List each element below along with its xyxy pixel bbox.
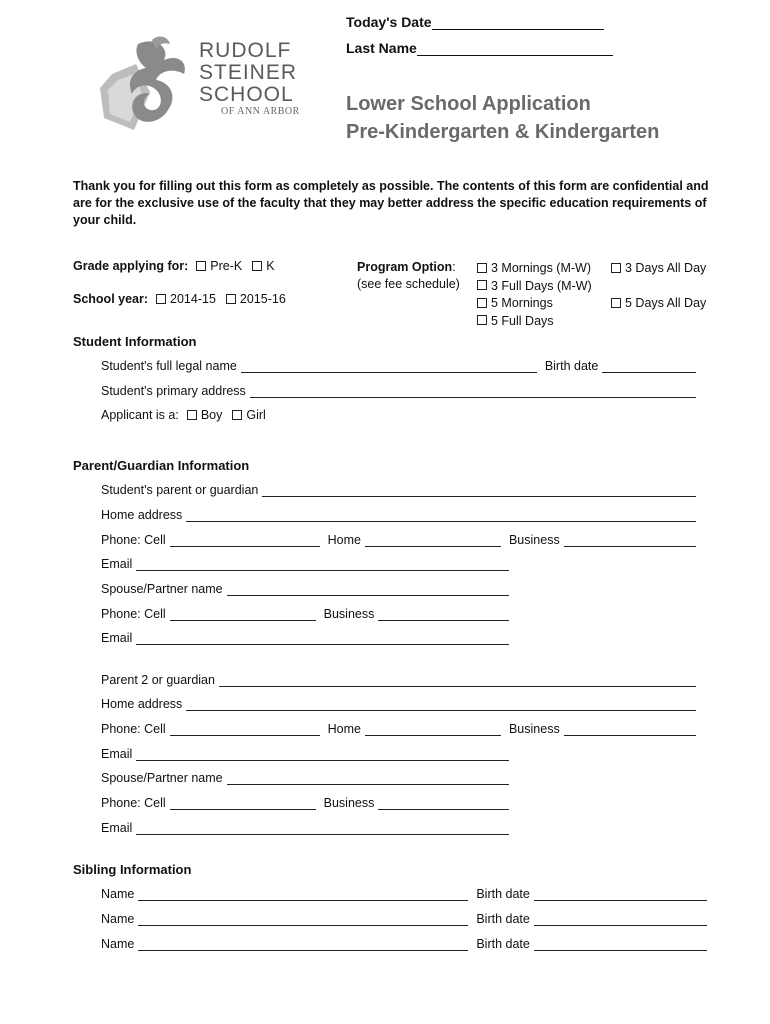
program-label-block: Program Option: (see fee schedule) — [357, 260, 460, 291]
program-note: (see fee schedule) — [357, 277, 460, 291]
parent1-spouse-email-label: Email — [101, 631, 133, 645]
applicant-label: Applicant is a: — [101, 408, 179, 422]
parent1-spouse-cell-input[interactable] — [170, 608, 316, 621]
checkbox-icon — [156, 294, 166, 304]
parent2-email-input[interactable] — [136, 748, 509, 761]
parent2-spouse-cell-input[interactable] — [170, 797, 316, 810]
sibling-name-label: Name — [101, 887, 135, 901]
parent2-email-label: Email — [101, 747, 133, 761]
grade-option-prek[interactable]: Pre-K — [196, 259, 242, 273]
parent1-spouse-input[interactable] — [227, 583, 509, 596]
parent2-spouse-cell-label: Phone: Cell — [101, 796, 166, 810]
parent2-spouse-phone-row — [101, 796, 509, 810]
parent1-phone-cell-label: Phone: Cell — [101, 533, 166, 547]
student-full-name-input[interactable] — [241, 360, 537, 373]
parent1-phone-row — [101, 533, 696, 547]
logo-line-3: SCHOOL — [199, 83, 294, 106]
applicant-option-girl[interactable]: Girl — [232, 408, 265, 422]
program-options-col-2 — [611, 260, 706, 313]
parent1-phone-home-input[interactable] — [365, 534, 501, 547]
sibling-name-label: Name — [101, 937, 135, 951]
grade-label: Grade applying for: — [73, 259, 189, 273]
checkbox-icon — [611, 298, 621, 308]
checkbox-icon — [226, 294, 236, 304]
parent1-spouse-email-row — [101, 631, 509, 645]
parent2-spouse-business-label: Business — [323, 796, 375, 810]
todays-date-field[interactable] — [346, 14, 604, 30]
student-full-name-label: Student's full legal name — [101, 359, 237, 373]
logo-line-4: OF ANN ARBOR — [221, 106, 300, 117]
parent2-guardian-label: Parent 2 or guardian — [101, 673, 215, 687]
student-birth-date-input[interactable] — [602, 360, 696, 373]
parent-info-heading: Parent/Guardian Information — [73, 458, 250, 473]
last-name-label: Last Name — [346, 40, 417, 56]
parent1-guardian-input[interactable] — [262, 484, 696, 497]
sibling-name-input[interactable] — [138, 913, 468, 926]
checkbox-icon — [477, 298, 487, 308]
parent2-phone-row — [101, 722, 696, 736]
student-address-input[interactable] — [250, 385, 696, 398]
parent1-email-row — [101, 557, 509, 571]
parent2-home-address-label: Home address — [101, 697, 183, 711]
title-line-1: Lower School Application — [346, 93, 591, 115]
grade-option-k[interactable]: K — [252, 259, 274, 273]
parent1-spouse-label: Spouse/Partner name — [101, 582, 223, 596]
sibling-birth-date-label: Birth date — [476, 937, 530, 951]
parent1-spouse-business-label: Business — [323, 607, 375, 621]
student-name-row — [101, 359, 696, 373]
applicant-row — [101, 408, 276, 422]
student-birth-date-label: Birth date — [544, 359, 599, 373]
sibling-name-input[interactable] — [138, 888, 468, 901]
parent1-phone-cell-input[interactable] — [170, 534, 320, 547]
todays-date-label: Today's Date — [346, 14, 432, 30]
parent2-phone-cell-input[interactable] — [170, 723, 320, 736]
sibling-birth-date-input[interactable] — [534, 938, 707, 951]
parent2-home-address-input[interactable] — [186, 698, 696, 711]
page-title — [346, 90, 659, 146]
parent2-spouse-label: Spouse/Partner name — [101, 771, 223, 785]
parent2-spouse-business-input[interactable] — [378, 797, 509, 810]
parent2-spouse-email-label: Email — [101, 821, 133, 835]
checkbox-icon — [252, 261, 262, 271]
parent1-spouse-business-input[interactable] — [378, 608, 509, 621]
parent1-spouse-email-input[interactable] — [136, 632, 509, 645]
logo-line-1: RUDOLF — [199, 39, 292, 62]
parent1-home-address-label: Home address — [101, 508, 183, 522]
applicant-option-boy[interactable]: Boy — [187, 408, 223, 422]
parent1-phone-business-input[interactable] — [564, 534, 696, 547]
parent2-home-address-row — [101, 697, 696, 711]
parent2-email-row — [101, 747, 509, 761]
sibling-birth-date-input[interactable] — [534, 913, 707, 926]
program-option-3-full-days[interactable]: 3 Full Days (M-W) — [477, 278, 592, 296]
parent2-spouse-email-input[interactable] — [136, 822, 509, 835]
program-option-5-mornings[interactable]: 5 Mornings — [477, 295, 592, 313]
program-option-5-full-days[interactable]: 5 Full Days — [477, 313, 592, 331]
parent1-email-input[interactable] — [136, 558, 509, 571]
school-year-row — [73, 292, 296, 306]
school-year-label: School year: — [73, 292, 149, 306]
sibling-birth-date-input[interactable] — [534, 888, 707, 901]
parent2-guardian-row — [101, 673, 696, 687]
grade-row — [73, 259, 285, 273]
sibling-birth-date-label: Birth date — [476, 887, 530, 901]
sibling-birth-date-label: Birth date — [476, 912, 530, 926]
school-year-option-2[interactable]: 2015-16 — [226, 292, 286, 306]
sibling-info-heading: Sibling Information — [73, 862, 192, 877]
checkbox-icon — [196, 261, 206, 271]
parent1-home-address-row — [101, 508, 696, 522]
parent1-phone-business-label: Business — [508, 533, 560, 547]
parent2-phone-home-label: Home — [327, 722, 361, 736]
program-option-5-days-all-day[interactable]: 5 Days All Day — [611, 295, 706, 313]
sibling-row — [101, 912, 707, 926]
parent2-phone-business-label: Business — [508, 722, 560, 736]
checkbox-icon — [232, 410, 242, 420]
program-option-3-mornings[interactable]: 3 Mornings (M-W) — [477, 260, 592, 278]
parent1-email-label: Email — [101, 557, 133, 571]
parent1-spouse-cell-label: Phone: Cell — [101, 607, 166, 621]
checkbox-icon — [187, 410, 197, 420]
checkbox-icon — [477, 280, 487, 290]
program-option-3-days-all-day[interactable]: 3 Days All Day — [611, 260, 706, 278]
student-info-heading: Student Information — [73, 334, 197, 349]
parent2-spouse-row — [101, 771, 509, 785]
student-address-row — [101, 384, 696, 398]
program-label: Program Option — [357, 260, 453, 274]
parent2-guardian-input[interactable] — [219, 674, 696, 687]
parent2-spouse-email-row — [101, 821, 509, 835]
checkbox-icon — [477, 263, 487, 273]
parent2-phone-home-input[interactable] — [365, 723, 501, 736]
parent1-phone-home-label: Home — [327, 533, 361, 547]
checkbox-icon — [477, 315, 487, 325]
logo-wordmark — [199, 40, 300, 117]
student-address-label: Student's primary address — [101, 384, 246, 398]
parent1-spouse-row — [101, 582, 509, 596]
checkbox-icon — [611, 263, 621, 273]
sibling-row — [101, 887, 707, 901]
logo-line-2: STEINER — [199, 61, 298, 84]
sibling-name-input[interactable] — [138, 938, 468, 951]
last-name-field[interactable] — [346, 40, 613, 56]
sibling-row — [101, 937, 707, 951]
parent2-phone-business-input[interactable] — [564, 723, 696, 736]
school-logo-icon — [98, 34, 190, 134]
title-line-2: Pre-Kindergarten & Kindergarten — [346, 121, 660, 143]
intro-text: Thank you for filling out this form as completely as possible. The contents of this form are confidential and are for the exclusive use of the faculty that they may better address the specific education requirements of your child. — [73, 179, 709, 227]
school-year-option-1[interactable]: 2014-15 — [156, 292, 216, 306]
parent1-guardian-label: Student's parent or guardian — [101, 483, 259, 497]
parent2-spouse-input[interactable] — [227, 772, 509, 785]
program-options-col-1 — [477, 260, 592, 330]
parent2-phone-cell-label: Phone: Cell — [101, 722, 166, 736]
parent1-home-address-input[interactable] — [186, 509, 696, 522]
parent1-guardian-row — [101, 483, 696, 497]
sibling-name-label: Name — [101, 912, 135, 926]
parent1-spouse-phone-row — [101, 607, 509, 621]
